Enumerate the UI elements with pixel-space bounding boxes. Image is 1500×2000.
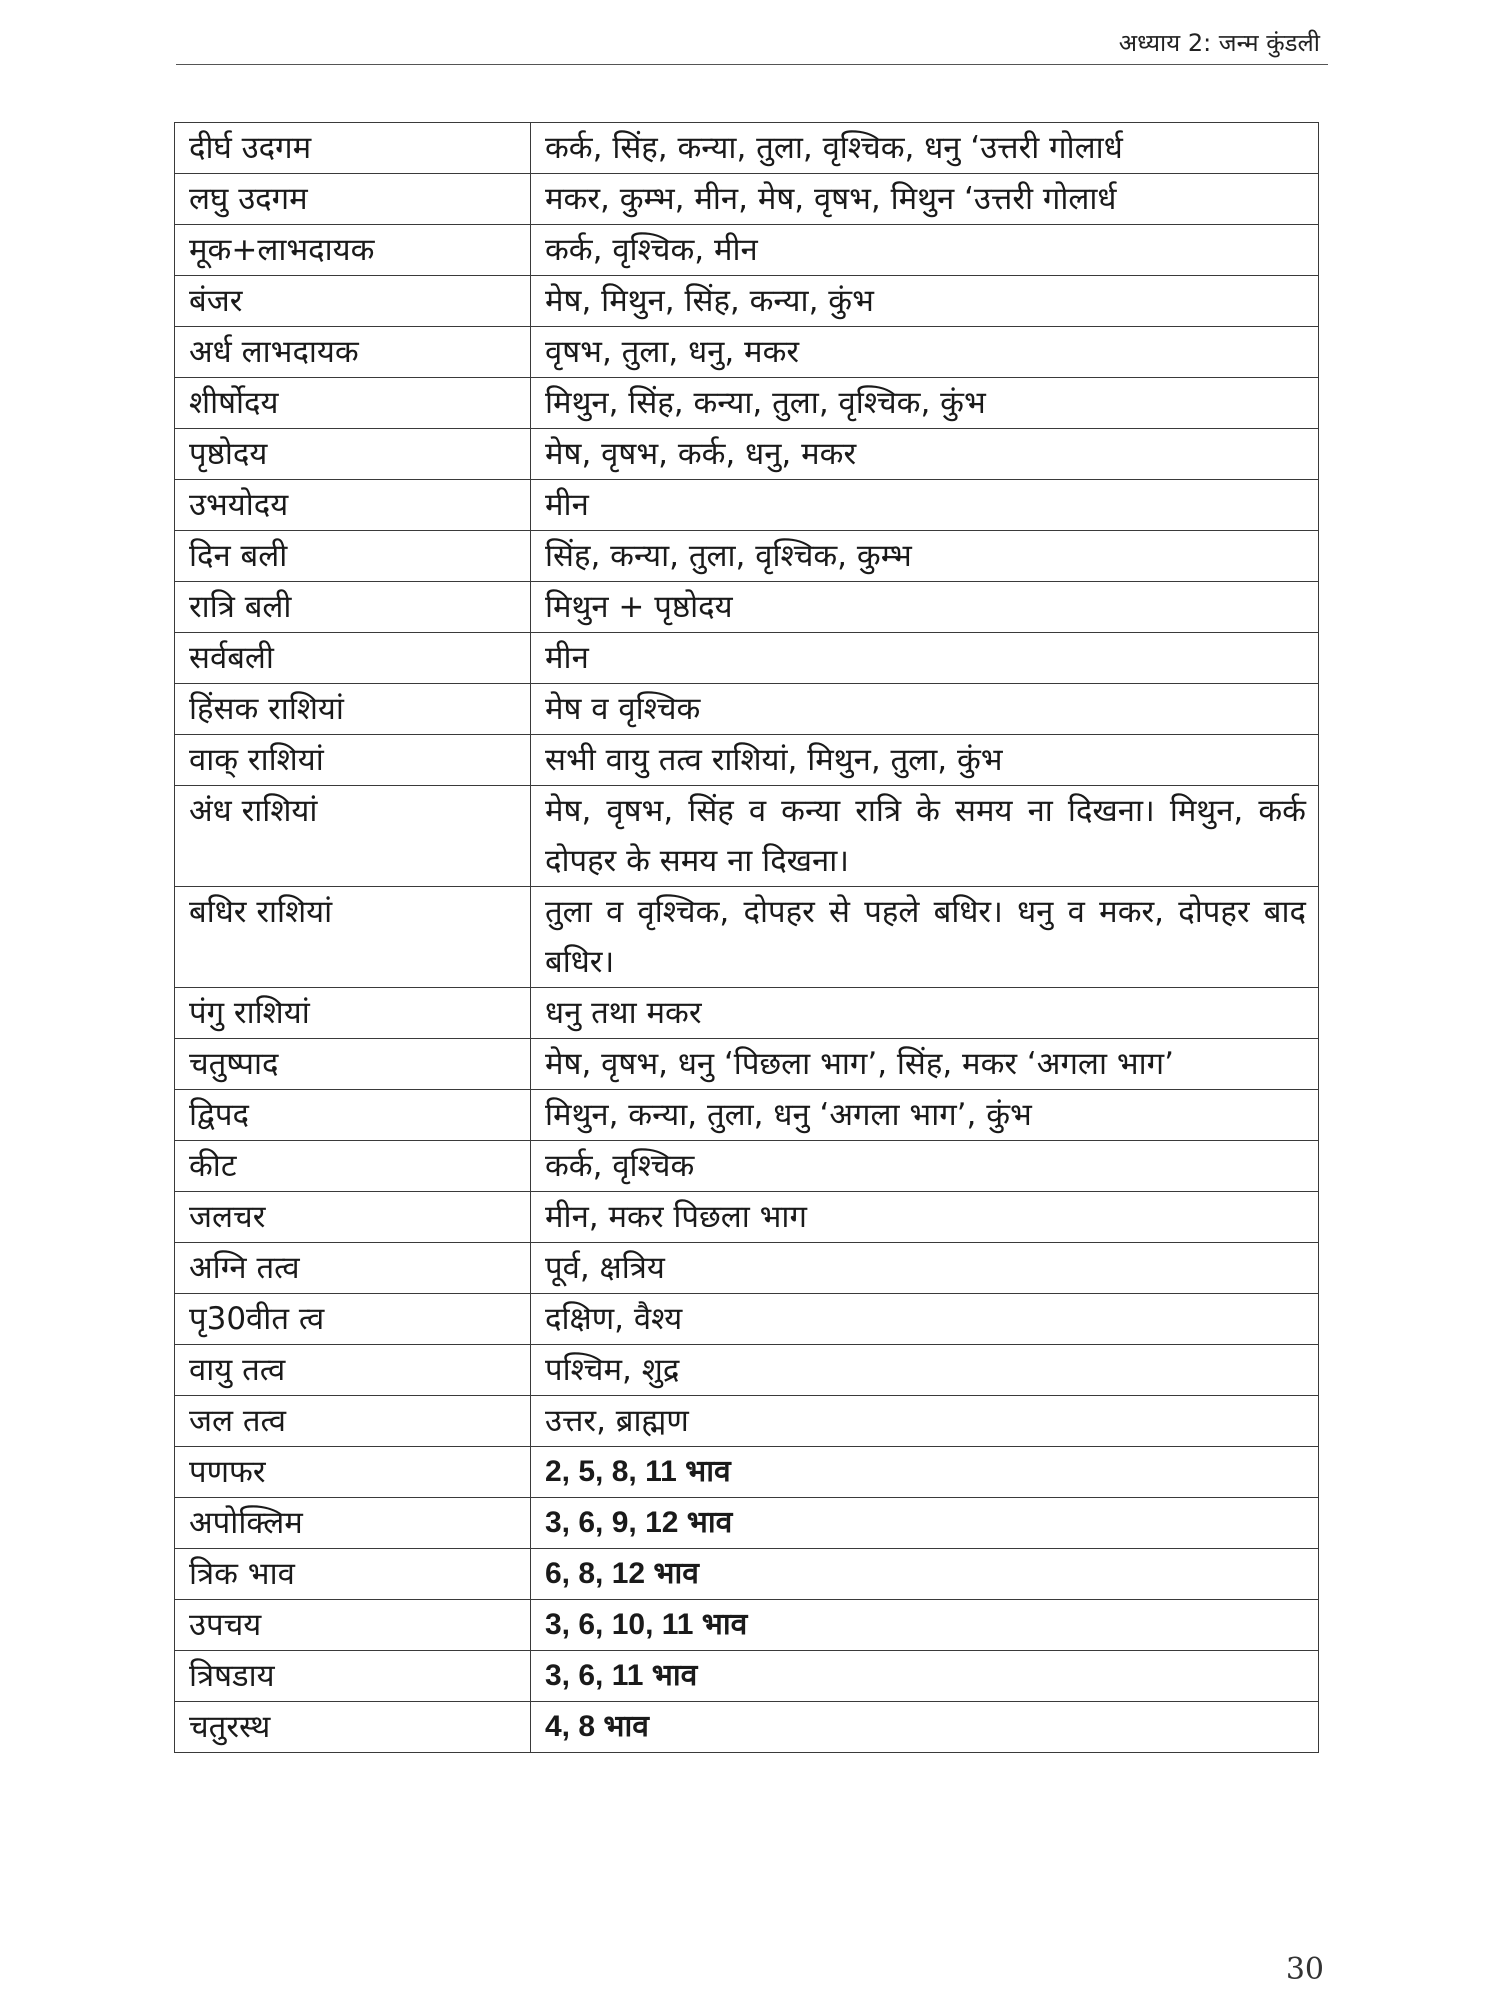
- value-cell: 4, 8 भाव: [531, 1702, 1319, 1753]
- term-cell: त्रिक भाव: [175, 1549, 531, 1600]
- value-cell: मीन, मकर पिछला भाग: [531, 1192, 1319, 1243]
- table-row: [175, 1294, 1319, 1345]
- table-row: [175, 327, 1319, 378]
- term-cell: पणफर: [175, 1447, 531, 1498]
- value-cell: पूर्व, क्षत्रिय: [531, 1243, 1319, 1294]
- value-cell: मिथुन, कन्या, तुला, धनु ‘अगला भाग’, कुंभ: [531, 1090, 1319, 1141]
- table-row: [175, 1447, 1319, 1498]
- term-cell: उपचय: [175, 1600, 531, 1651]
- value-cell: मकर, कुम्भ, मीन, मेष, वृषभ, मिथुन ‘उत्तरी गोलार्ध: [531, 174, 1319, 225]
- term-cell: अपोक्लिम: [175, 1498, 531, 1549]
- term-cell: अर्ध लाभदायक: [175, 327, 531, 378]
- term-cell: बधिर राशियां: [175, 887, 531, 988]
- table-row: [175, 378, 1319, 429]
- table-row: [175, 1498, 1319, 1549]
- value-cell: 3, 6, 9, 12 भाव: [531, 1498, 1319, 1549]
- table-row: [175, 582, 1319, 633]
- classification-table: [174, 122, 1319, 1753]
- term-cell: उभयोदय: [175, 480, 531, 531]
- term-cell: चतुष्पाद: [175, 1039, 531, 1090]
- table-row: [175, 1345, 1319, 1396]
- table-row: [175, 633, 1319, 684]
- value-cell: 3, 6, 11 भाव: [531, 1651, 1319, 1702]
- table-row: [175, 174, 1319, 225]
- table-row: [175, 1549, 1319, 1600]
- value-cell: वृषभ, तुला, धनु, मकर: [531, 327, 1319, 378]
- term-cell: हिंसक राशियां: [175, 684, 531, 735]
- running-header: अध्याय 2: जन्म कुंडली: [1118, 29, 1320, 57]
- term-cell: सर्वबली: [175, 633, 531, 684]
- table-row: [175, 123, 1319, 174]
- header-rule: [176, 64, 1328, 65]
- table-row: [175, 1192, 1319, 1243]
- table-row: [175, 1396, 1319, 1447]
- table-row: [175, 480, 1319, 531]
- term-cell: वाक् राशियां: [175, 735, 531, 786]
- term-cell: अंध राशियां: [175, 786, 531, 887]
- value-cell: 6, 8, 12 भाव: [531, 1549, 1319, 1600]
- term-cell: कीट: [175, 1141, 531, 1192]
- term-cell: मूक+लाभदायक: [175, 225, 531, 276]
- term-cell: पृ30वीत त्व: [175, 1294, 531, 1345]
- term-cell: पंगु राशियां: [175, 988, 531, 1039]
- value-cell: दक्षिण, वैश्य: [531, 1294, 1319, 1345]
- term-cell: पृष्ठोदय: [175, 429, 531, 480]
- term-cell: वायु तत्व: [175, 1345, 531, 1396]
- table-row: [175, 1651, 1319, 1702]
- value-cell: मिथुन, सिंह, कन्या, तुला, वृश्चिक, कुंभ: [531, 378, 1319, 429]
- term-cell: रात्रि बली: [175, 582, 531, 633]
- table-row: [175, 225, 1319, 276]
- table-row: [175, 1600, 1319, 1651]
- table-row: [175, 988, 1319, 1039]
- value-cell: तुला व वृश्चिक, दोपहर से पहले बधिर। धनु व मकर, दोपहर बाद बधिर।: [531, 887, 1319, 988]
- value-cell: 2, 5, 8, 11 भाव: [531, 1447, 1319, 1498]
- value-cell: 3, 6, 10, 11 भाव: [531, 1600, 1319, 1651]
- term-cell: त्रिषडाय: [175, 1651, 531, 1702]
- value-cell: पश्चिम, शुद्र: [531, 1345, 1319, 1396]
- value-cell: सभी वायु तत्व राशियां, मिथुन, तुला, कुंभ: [531, 735, 1319, 786]
- value-cell: मीन: [531, 633, 1319, 684]
- term-cell: दीर्घ उदगम: [175, 123, 531, 174]
- term-cell: बंजर: [175, 276, 531, 327]
- value-cell: कर्क, सिंह, कन्या, तुला, वृश्चिक, धनु ‘उत्तरी गोलार्ध: [531, 123, 1319, 174]
- term-cell: द्विपद: [175, 1090, 531, 1141]
- value-cell: मेष, वृषभ, कर्क, धनु, मकर: [531, 429, 1319, 480]
- table-row: [175, 786, 1319, 887]
- term-cell: अग्नि तत्व: [175, 1243, 531, 1294]
- table-row: [175, 429, 1319, 480]
- table-row: [175, 1702, 1319, 1753]
- value-cell: मीन: [531, 480, 1319, 531]
- table-row: [175, 1090, 1319, 1141]
- value-cell: कर्क, वृश्चिक: [531, 1141, 1319, 1192]
- value-cell: मेष, मिथुन, सिंह, कन्या, कुंभ: [531, 276, 1319, 327]
- table-row: [175, 531, 1319, 582]
- value-cell: उत्तर, ब्राह्मण: [531, 1396, 1319, 1447]
- value-cell: सिंह, कन्या, तुला, वृश्चिक, कुम्भ: [531, 531, 1319, 582]
- zodiac-classification-table: [174, 122, 1318, 1753]
- value-cell: मिथुन + पृष्ठोदय: [531, 582, 1319, 633]
- table-row: [175, 735, 1319, 786]
- table-row: [175, 887, 1319, 988]
- table-row: [175, 1243, 1319, 1294]
- value-cell: मेष, वृषभ, सिंह व कन्या रात्रि के समय ना दिखना। मिथुन, कर्क दोपहर के समय ना दिखना।: [531, 786, 1319, 887]
- term-cell: लघु उदगम: [175, 174, 531, 225]
- value-cell: धनु तथा मकर: [531, 988, 1319, 1039]
- term-cell: जल तत्व: [175, 1396, 531, 1447]
- page-number: 30: [1285, 1952, 1324, 1987]
- table-row: [175, 1141, 1319, 1192]
- table-row: [175, 1039, 1319, 1090]
- value-cell: मेष व वृश्चिक: [531, 684, 1319, 735]
- term-cell: चतुरस्थ: [175, 1702, 531, 1753]
- term-cell: दिन बली: [175, 531, 531, 582]
- value-cell: कर्क, वृश्चिक, मीन: [531, 225, 1319, 276]
- table-row: [175, 684, 1319, 735]
- term-cell: जलचर: [175, 1192, 531, 1243]
- table-row: [175, 276, 1319, 327]
- value-cell: मेष, वृषभ, धनु ‘पिछला भाग’, सिंह, मकर ‘अगला भाग’: [531, 1039, 1319, 1090]
- term-cell: शीर्षोदय: [175, 378, 531, 429]
